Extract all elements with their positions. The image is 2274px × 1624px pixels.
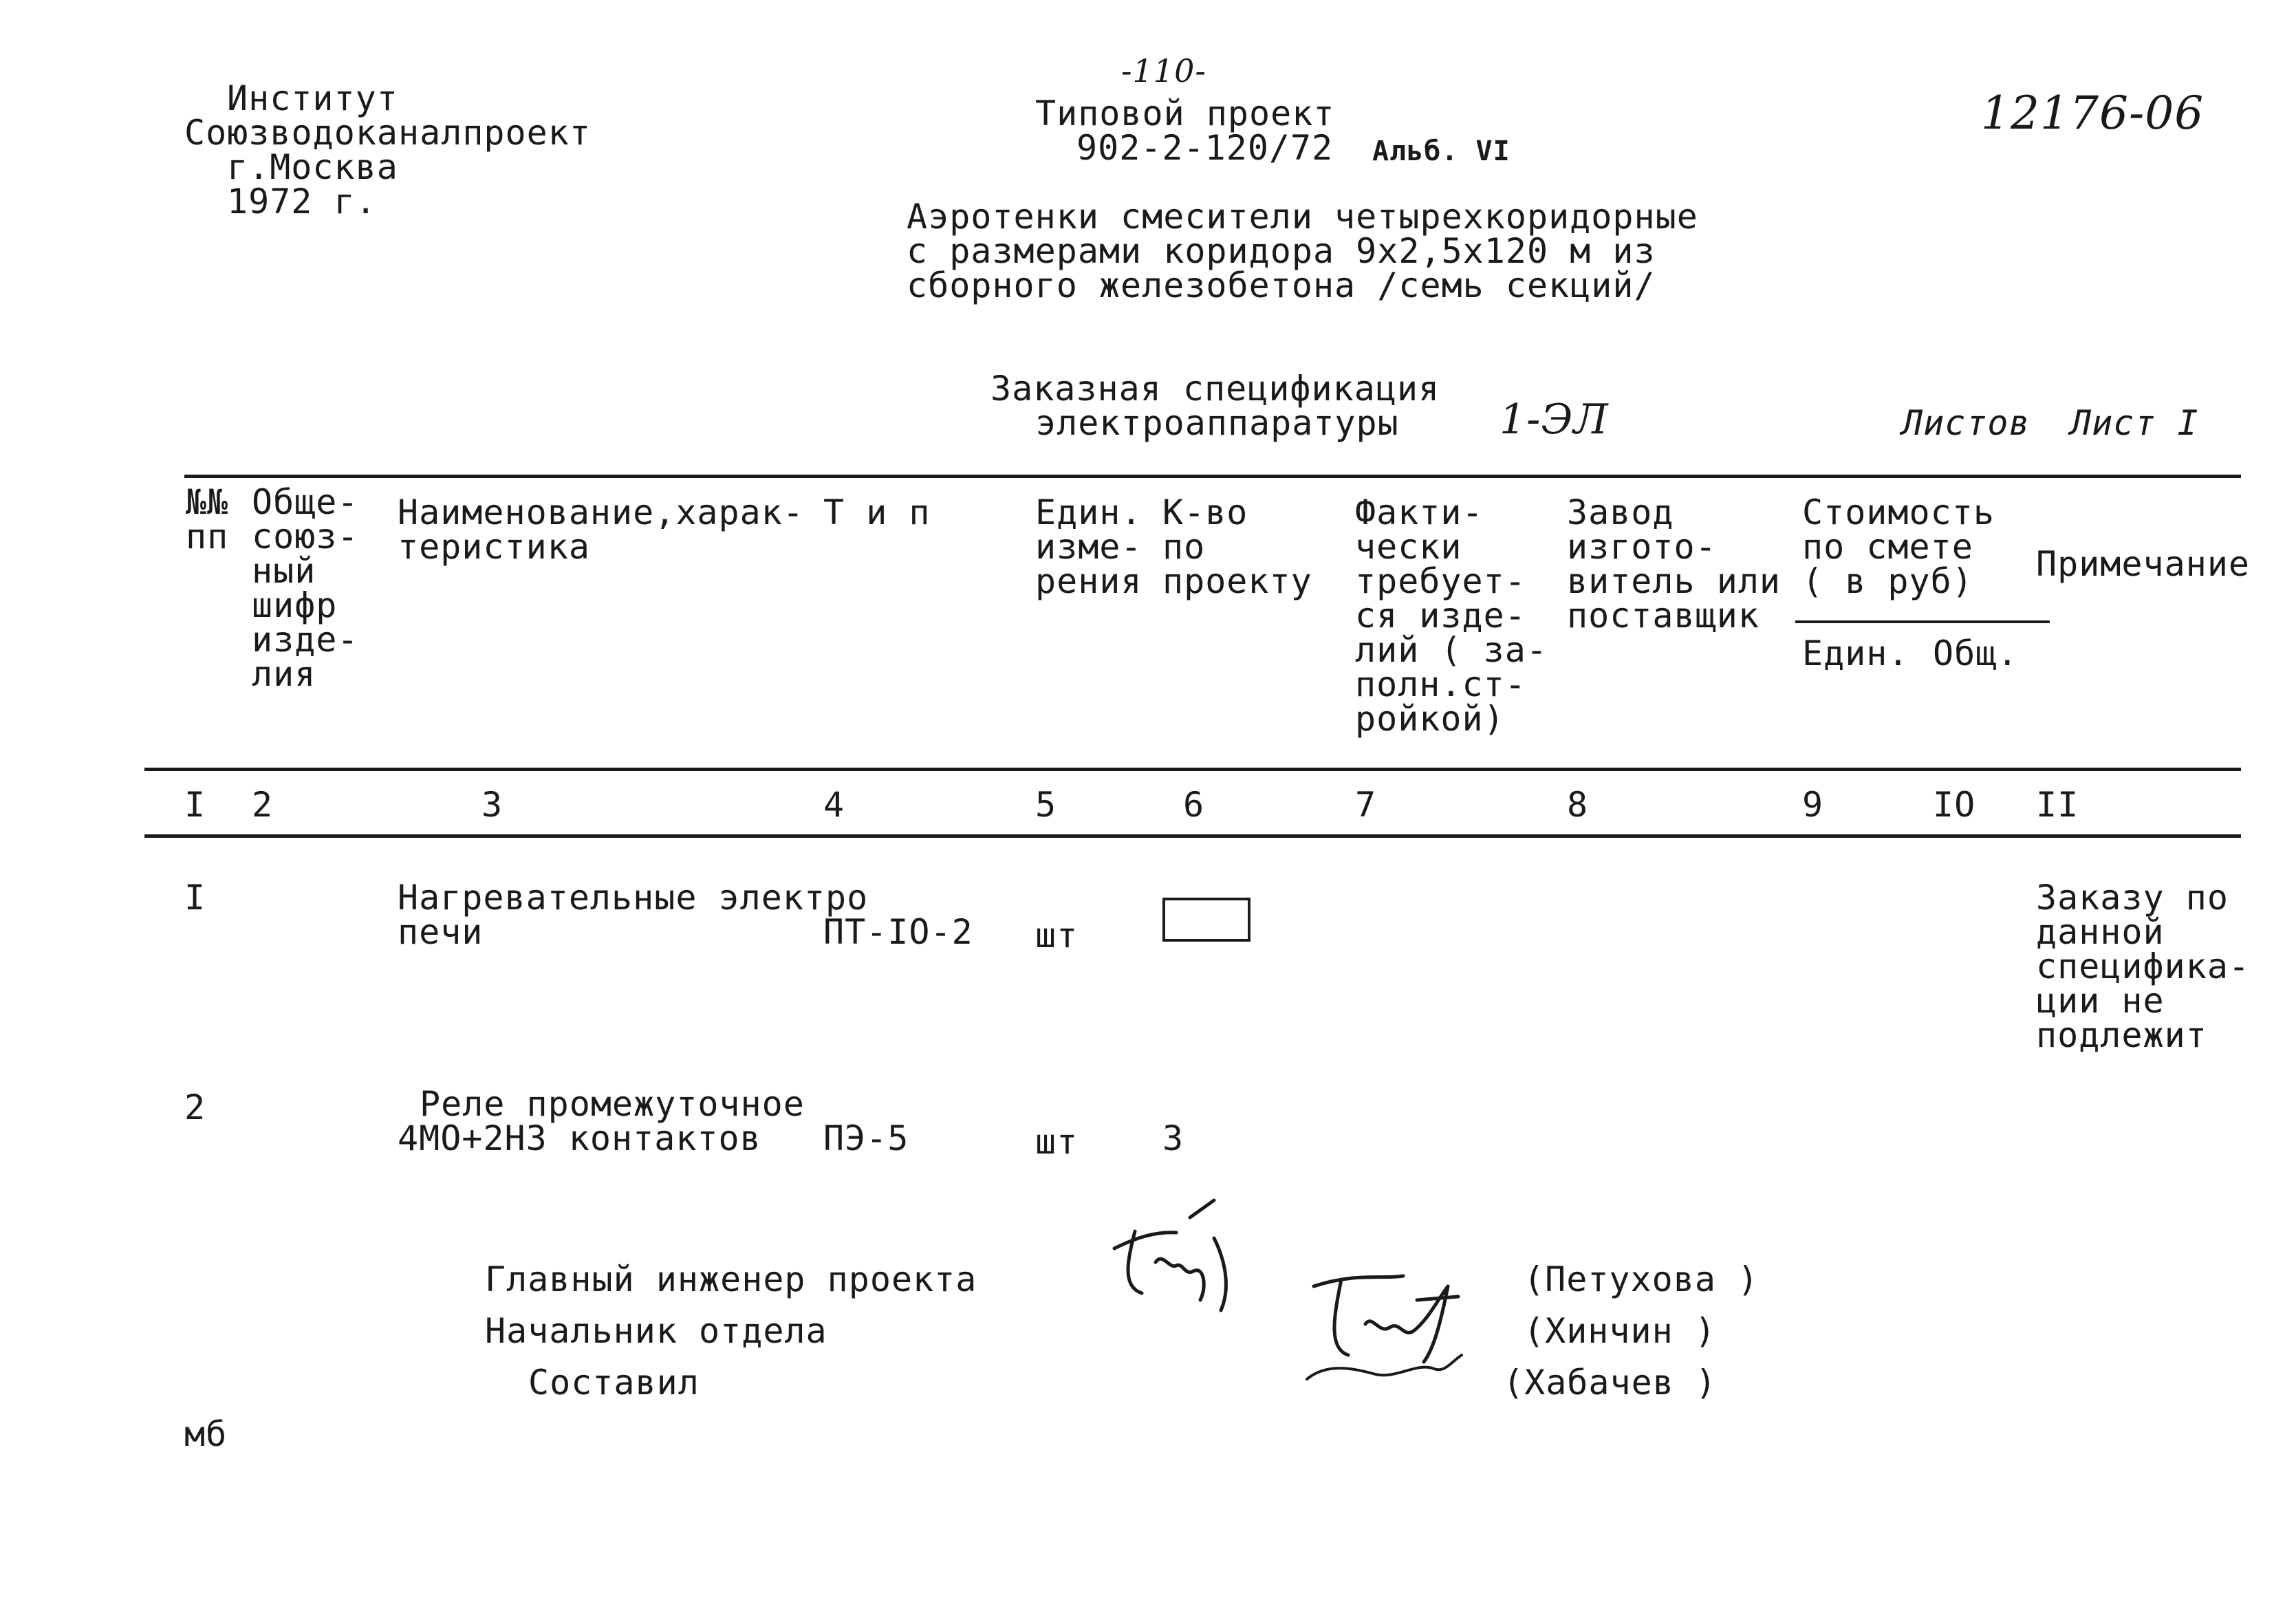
header-col-3-line-1: Наименование,харак- xyxy=(398,492,804,532)
header-col-2-line-3: ный xyxy=(252,551,316,591)
header-col-2-line-4: шифр xyxy=(252,585,338,625)
signature-name-department-head: (Хинчин ) xyxy=(1524,1311,1716,1351)
description-line-2: с размерами коридора 9х2,5х120 м из xyxy=(907,231,1656,271)
signature-name-compiler: (Хабачев ) xyxy=(1503,1363,1718,1403)
page-mark: -110- xyxy=(1121,52,1206,89)
footer-mark: мб xyxy=(184,1414,228,1454)
row-1-name-line-1: Нагревательные электро xyxy=(398,878,869,918)
header-col-6-line-1: К-во xyxy=(1162,492,1248,532)
institute-city: г.Москва xyxy=(227,147,398,187)
column-number-4: 4 xyxy=(823,785,845,825)
row-2-unit: шт xyxy=(1035,1122,1079,1162)
signature-role-department-head: Начальник отдела xyxy=(485,1311,827,1351)
row-1-number: I xyxy=(184,878,206,918)
header-col-7-line-7: ройкой) xyxy=(1355,699,1505,739)
column-number-1: I xyxy=(184,785,206,825)
row-1-name-line-2: печи xyxy=(398,912,484,952)
column-number-3: 3 xyxy=(481,785,503,825)
header-col-7-line-2: чески xyxy=(1355,527,1462,567)
header-col-9-sub: Един. xyxy=(1802,634,1909,673)
description-line-3: сборного железобетона /семь секций/ xyxy=(907,266,1656,305)
header-col-8-line-3: витель или xyxy=(1567,561,1782,601)
header-col-7-line-1: Факти- xyxy=(1355,492,1484,532)
description-line-1: Аэротенки смесители четырехкоридорные xyxy=(907,197,1698,237)
project-label: Типовой проект xyxy=(1035,94,1335,133)
sheet-label: Лист I xyxy=(2070,403,2199,443)
row-1-unit: шт xyxy=(1035,916,1079,955)
header-col-7-line-5: лий ( за- xyxy=(1355,630,1548,670)
row-2-number: 2 xyxy=(184,1087,206,1127)
header-col-9-line-3: ( в руб) xyxy=(1802,561,1973,601)
table-top-rule xyxy=(184,475,2241,478)
row-1-note-line-4: ции не xyxy=(2036,981,2165,1021)
cost-subheader-rule xyxy=(1795,620,2050,623)
header-col-5-line-2: изме- xyxy=(1035,527,1143,567)
header-col-9-line-2: по смете xyxy=(1802,527,1973,567)
column-numbers-rule xyxy=(144,834,2241,838)
signature-role-compiler: Составил xyxy=(528,1363,700,1403)
header-col-5-line-3: рения xyxy=(1035,561,1143,601)
header-col-1-line-1: №№ xyxy=(186,482,229,522)
header-col-6-line-3: проекту xyxy=(1162,561,1312,601)
header-col-10-sub: Общ. xyxy=(1933,634,2019,673)
header-col-9-line-1: Стоимость xyxy=(1802,492,1995,532)
column-number-10: IO xyxy=(1933,785,1976,825)
signature-name-chief-engineer: (Петухова ) xyxy=(1524,1259,1759,1299)
sheets-label: Листов xyxy=(1902,403,2031,443)
row-2-name-line-2: 4МО+2НЗ контактов xyxy=(398,1118,761,1158)
project-number: 902-2-120/72 xyxy=(1076,128,1334,168)
spec-code: 1-ЭЛ xyxy=(1499,396,1609,444)
header-col-2-line-5: изде- xyxy=(252,620,359,660)
header-col-1-line-2: пп xyxy=(186,517,229,556)
column-number-7: 7 xyxy=(1355,785,1377,825)
row-2-type: ПЭ-5 xyxy=(823,1118,909,1158)
header-col-4: Т и п xyxy=(823,492,931,532)
row-1-quantity-box xyxy=(1162,898,1250,942)
signature-role-chief-engineer: Главный инженер проекта xyxy=(485,1259,977,1299)
signature-mark-chief-engineer xyxy=(1094,1183,1266,1321)
column-number-6: 6 xyxy=(1183,785,1205,825)
album-mark: Альб. VI xyxy=(1372,136,1510,167)
institute-name: Институт xyxy=(227,78,398,118)
institute-org: Союзводоканалпроект xyxy=(184,113,591,153)
row-1-note-line-2: данной xyxy=(2036,912,2165,952)
header-col-5-line-1: Един. xyxy=(1035,492,1143,532)
spec-title-line-2: электроаппаратуры xyxy=(1035,403,1399,443)
archive-number: 12176-06 xyxy=(1981,87,2205,140)
column-number-5: 5 xyxy=(1035,785,1057,825)
header-col-7-line-6: полн.ст- xyxy=(1355,664,1526,704)
header-col-3-line-2: теристика xyxy=(398,527,590,567)
header-col-6-line-2: по xyxy=(1162,527,1206,567)
header-col-2-line-6: лия xyxy=(252,654,316,694)
header-col-2-line-2: союз- xyxy=(252,517,359,556)
column-number-9: 9 xyxy=(1802,785,1824,825)
row-1-note-line-5: подлежит xyxy=(2036,1015,2207,1055)
header-bottom-rule xyxy=(144,768,2241,771)
row-1-note-line-1: Заказу по xyxy=(2036,878,2229,918)
header-col-11: Примечание xyxy=(2036,544,2251,584)
row-1-note-line-3: специфика- xyxy=(2036,946,2251,986)
header-col-7-line-3: требует- xyxy=(1355,561,1526,601)
header-col-2-line-1: Обще- xyxy=(252,482,359,522)
row-2-quantity: 3 xyxy=(1162,1118,1184,1158)
column-number-11: II xyxy=(2036,785,2079,825)
row-1-type: ПТ-IO-2 xyxy=(823,912,973,952)
institute-year: 1972 г. xyxy=(227,182,377,221)
row-2-name-line-1: Реле промежуточное xyxy=(420,1084,805,1124)
spec-title-line-1: Заказная спецификация xyxy=(990,369,1440,409)
header-col-8-line-2: изгото- xyxy=(1567,527,1717,567)
header-col-8-line-1: Завод xyxy=(1567,492,1674,532)
header-col-7-line-4: ся изде- xyxy=(1355,596,1526,636)
header-col-8-line-4: поставщик xyxy=(1567,596,1759,636)
column-number-2: 2 xyxy=(252,785,274,825)
column-number-8: 8 xyxy=(1567,785,1589,825)
signature-mark-department-head xyxy=(1300,1259,1506,1396)
